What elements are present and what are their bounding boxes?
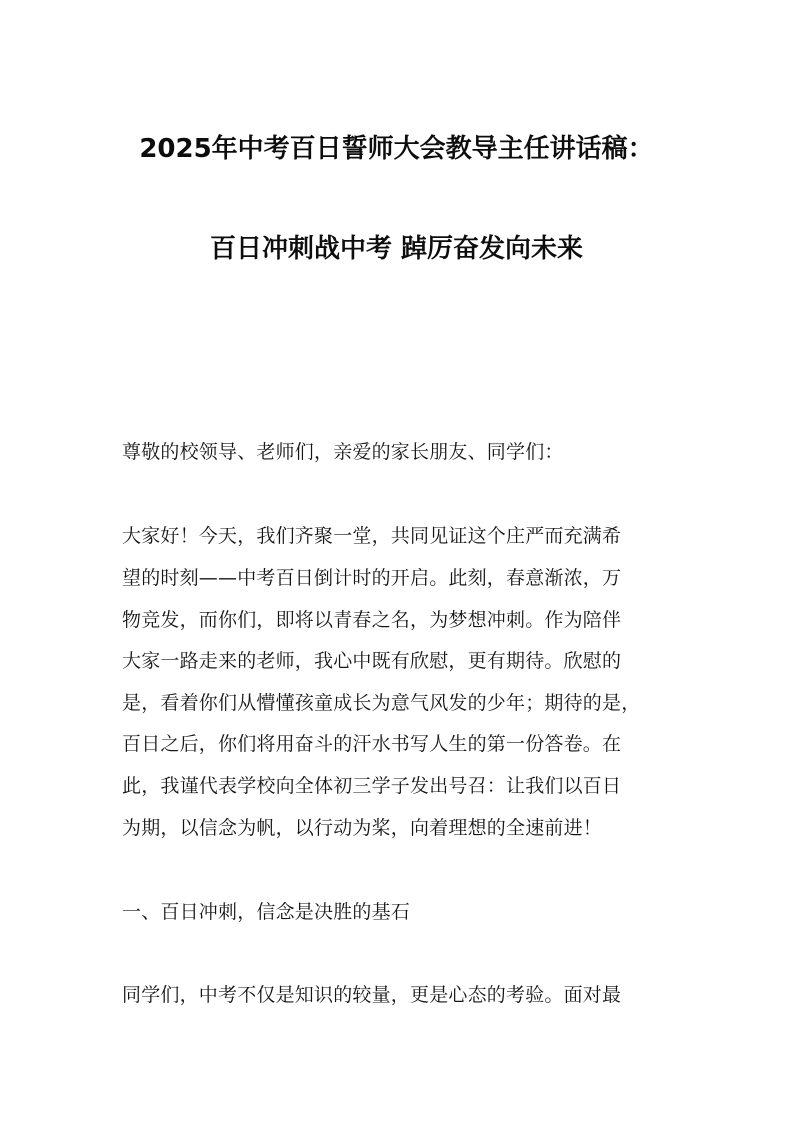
document-title-line-2: 百日冲刺战中考 踔厉奋发向未来	[209, 234, 584, 264]
section-heading: 一、百日冲刺，信念是决胜的基石	[122, 901, 411, 923]
paragraph-line: 望的时刻——中考百日倒计时的开启。此刻，春意渐浓，万	[122, 567, 622, 589]
paragraph-line: 百日之后，你们将用奋斗的汗水书写人生的第一份答卷。在	[122, 733, 622, 755]
salutation: 尊敬的校领导、老师们，亲爱的家长朋友、同学们：	[122, 441, 564, 463]
document-title-line-1: 2025年中考百日誓师大会教导主任讲话稿：	[139, 134, 654, 164]
paragraph-line: 此，我谨代表学校向全体初三学子发出号召：让我们以百日	[122, 775, 622, 797]
paragraph-line: 同学们，中考不仅是知识的较量，更是心态的考验。面对最	[122, 984, 622, 1006]
paragraph-line: 物竞发，而你们，即将以青春之名，为梦想冲刺。作为陪伴	[122, 609, 622, 631]
paragraph-line: 大家一路走来的老师，我心中既有欣慰，更有期待。欣慰的	[122, 650, 622, 672]
paragraph-line: 是，看着你们从懵懂孩童成长为意气风发的少年；期待的是，	[122, 692, 641, 714]
paragraph-line: 大家好！今天，我们齐聚一堂，共同见证这个庄严而充满希	[122, 525, 622, 547]
paragraph-line: 为期，以信念为帆，以行动为桨，向着理想的全速前进！	[122, 817, 603, 839]
